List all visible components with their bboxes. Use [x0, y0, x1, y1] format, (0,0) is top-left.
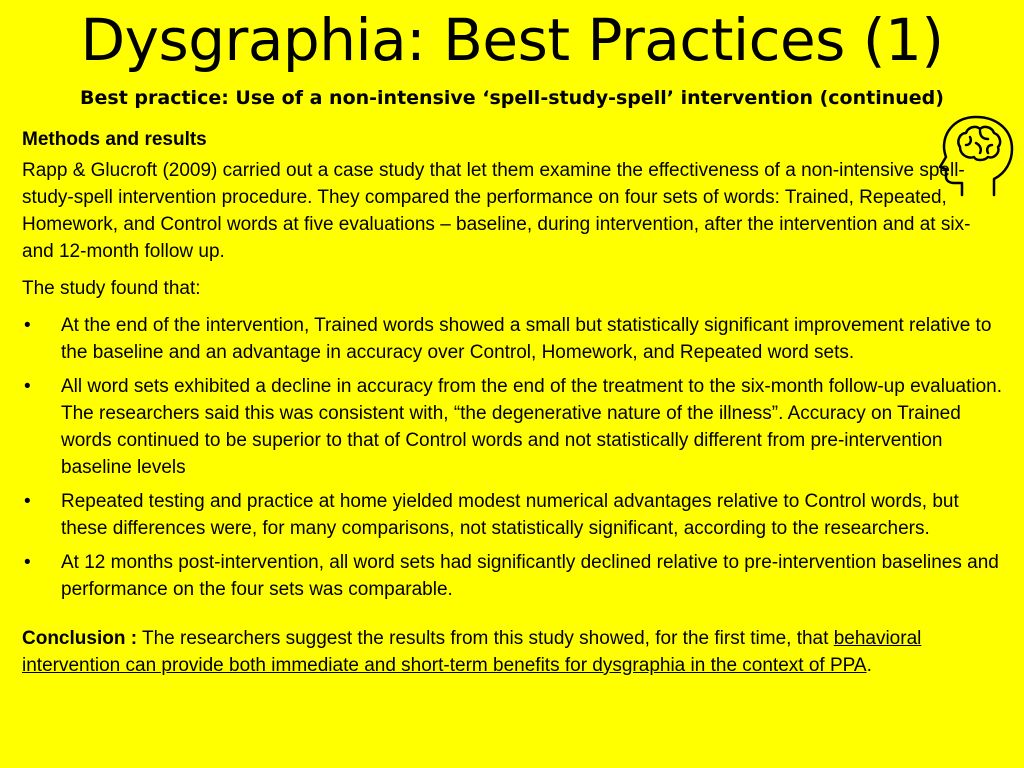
- bullet-icon: •: [24, 376, 31, 397]
- conclusion-text: The researchers suggest the results from this study showed, for the first time, that: [137, 628, 834, 649]
- findings-intro: The study found that:: [22, 278, 201, 299]
- slide-body: [22, 126, 1002, 689]
- bullet-icon: •: [24, 552, 31, 573]
- finding-text: All word sets exhibited a decline in accuracy from the end of the treatment to the six-month follow-up evaluation. The researchers said this was consistent with, “the degenerative nature of the illness”. Accuracy on Trained words continued to be superior to that of Control words and not statistically different from pre-intervention baseline levels: [61, 376, 1002, 478]
- finding-text: At 12 months post-intervention, all word sets had significantly declined relative to pre-intervention baselines and performance on the four sets was comparable.: [61, 552, 999, 600]
- slide-title: Dysgraphia: Best Practices (1): [80, 6, 944, 74]
- finding-item: [22, 549, 1002, 603]
- conclusion-underlined-text: behavioral intervention can provide both immediate and short-term benefits for dysgraphia in the context of PPA: [22, 628, 922, 676]
- conclusion-end: .: [866, 655, 872, 676]
- conclusion-label: Conclusion :: [22, 628, 138, 649]
- methods-heading: Methods and results: [22, 129, 207, 150]
- finding-text: Repeated testing and practice at home yielded modest numerical advantages relative to Control words, but these differences were, for many comparisons, not statistically significant, according to the researchers.: [61, 491, 959, 539]
- conclusion-paragraph: [22, 625, 1002, 679]
- finding-text: At the end of the intervention, Trained words showed a small but statistically significant improvement relative to the baseline and an advantage in accuracy over Control, Homework, and Repeated word sets.: [61, 315, 992, 363]
- bullet-icon: •: [24, 315, 31, 336]
- finding-item: [22, 488, 1002, 542]
- bullet-icon: •: [24, 491, 31, 512]
- methods-paragraph: Rapp & Glucroft (2009) carried out a case study that let them examine the effectiveness of a non-intensive spell-study-spell intervention procedure. They compared the performance on four sets of words: Trained, Repeated, Homework, and Control words at five evaluations – baseline, during intervention, after the intervention and at six- and 12-month follow up.: [22, 160, 971, 262]
- finding-item: [22, 312, 1002, 366]
- finding-item: [22, 373, 1002, 481]
- findings-list: [22, 312, 1002, 603]
- slide-subtitle: Best practice: Use of a non-intensive ‘spell-study-spell’ intervention (continued): [80, 87, 944, 109]
